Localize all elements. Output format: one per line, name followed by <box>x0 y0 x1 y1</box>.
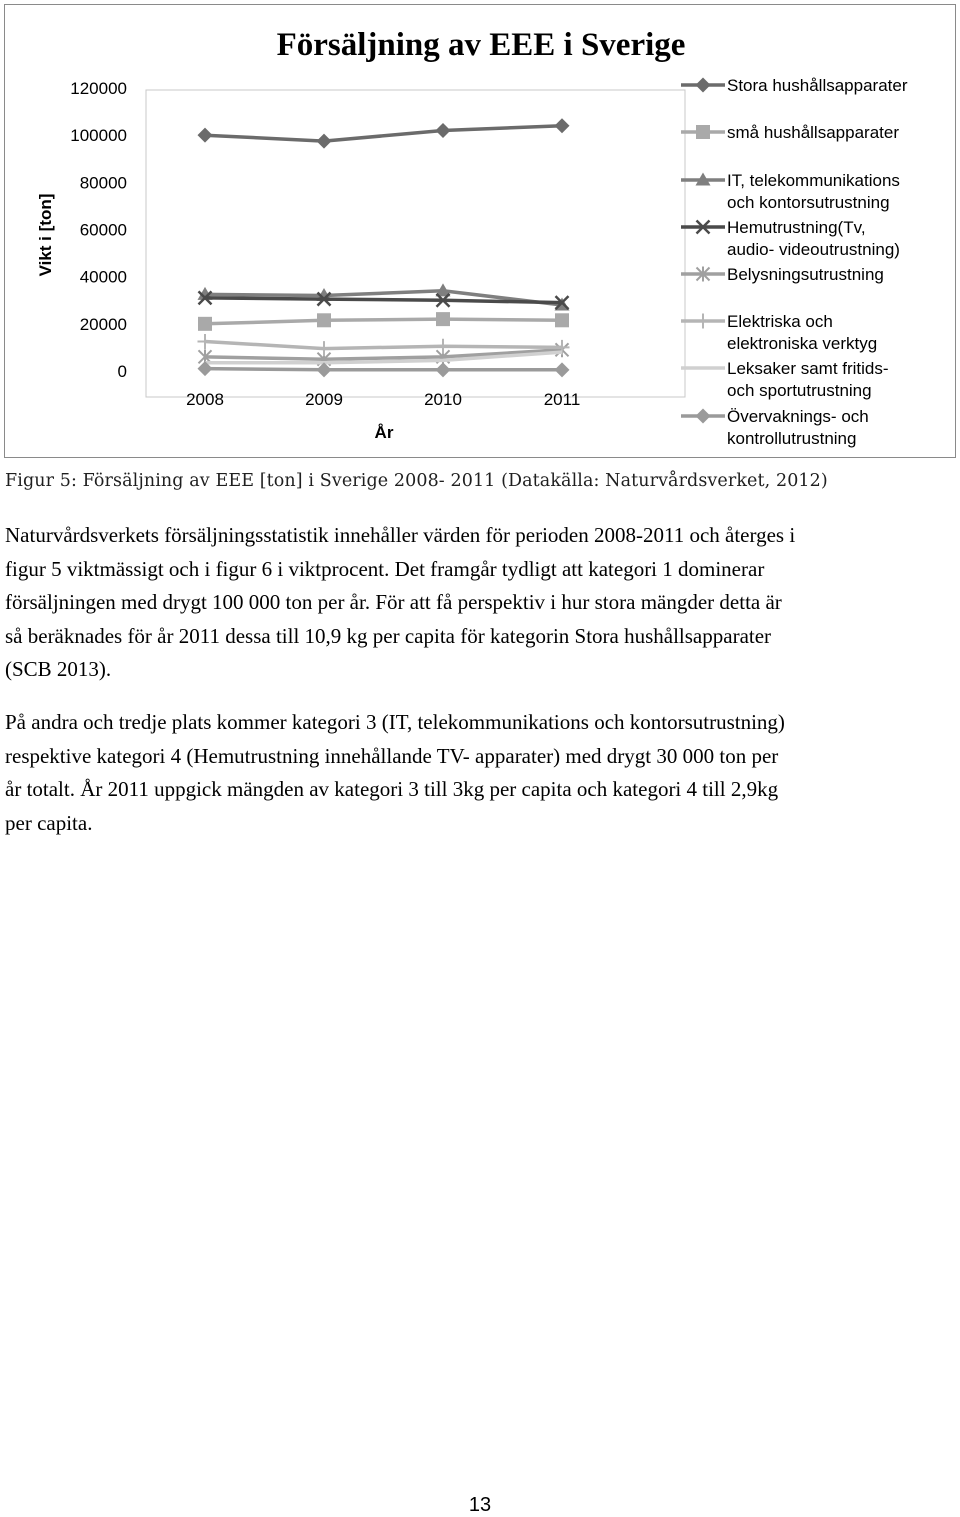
series-line-6 <box>205 342 562 349</box>
data-point-series-8 <box>555 362 570 377</box>
y-tick-label: 40000 <box>79 267 127 287</box>
paragraph-2-line: respektive kategori 4 (Hemutrustning innehållande TV- apparater) med drygt 30 000 ton per <box>5 743 779 768</box>
paragraph-1-line: figur 5 viktmässigt och i figur 6 i viktprocent. Det framgår tydligt att kategori 1 dominerar <box>5 556 765 581</box>
series-line-1 <box>205 126 562 141</box>
x-tick-label: 2010 <box>424 390 462 409</box>
data-point-series-2 <box>198 317 212 331</box>
legend-label: Stora hushållsapparater <box>727 76 908 95</box>
data-point-series-6 <box>198 334 213 349</box>
data-point-series-8 <box>436 362 451 377</box>
paragraph-2-line: år totalt. År 2011 uppgick mängden av kategori 3 till 3kg per capita och kategori 4 till 2,9kg <box>5 777 779 801</box>
paragraph-1-line: försäljningen med drygt 100 000 ton per år. För att få perspektiv i hur stora mängder detta är <box>5 590 782 614</box>
legend-label: elektroniska verktyg <box>727 334 878 353</box>
x-tick-label: 2011 <box>543 390 581 409</box>
data-point-series-1 <box>555 118 570 133</box>
y-tick-label: 120000 <box>70 79 127 98</box>
paragraph-1-line: (SCB 2013). <box>5 657 112 681</box>
legend-label: Övervaknings- och <box>727 407 869 426</box>
legend-label: IT, telekommunikations <box>727 171 900 190</box>
chart-container <box>4 4 956 458</box>
x-tick-label: 2008 <box>186 390 224 409</box>
y-tick-label: 0 <box>117 362 127 381</box>
data-point-series-2 <box>555 313 569 327</box>
y-tick-label: 60000 <box>79 220 127 240</box>
legend-label: och sportutrustning <box>727 381 872 400</box>
y-tick-label: 80000 <box>79 173 127 193</box>
legend-label: Elektriska och <box>727 312 833 331</box>
legend-label: audio- videoutrustning) <box>727 240 900 259</box>
legend-marker-6 <box>696 314 711 329</box>
page-number: 13 <box>468 1494 492 1516</box>
data-point-series-2 <box>436 312 450 326</box>
legend-label: Leksaker samt fritids- <box>727 359 889 378</box>
paragraph-2 <box>5 706 955 840</box>
data-point-series-1 <box>436 123 451 138</box>
paragraph-2-line: På andra och tredje plats kommer kategori 3 (IT, telekommunikations och kontorsutrustning) <box>5 710 785 734</box>
data-point-series-1 <box>198 128 213 143</box>
paragraph-1 <box>5 519 955 687</box>
y-axis-label: Vikt i [ton] <box>36 193 55 277</box>
legend-label: små hushållsapparater <box>727 123 899 142</box>
legend-label: Belysningsutrustning <box>727 265 884 284</box>
paragraph-1-line: Naturvårdsverkets försäljningsstatistik innehåller värden för perioden 2008-2011 och återges i <box>5 523 796 547</box>
legend-marker-1 <box>696 78 711 93</box>
legend-marker-8 <box>696 409 711 424</box>
figure-caption: Figur 5: Försäljning av EEE [ton] i Sverige 2008- 2011 (Datakälla: Naturvårdsverket, 2012) <box>5 471 828 491</box>
series-line-8 <box>205 369 562 370</box>
x-tick-label: 2009 <box>305 390 343 409</box>
chart-title: Försäljning av EEE i Sverige <box>276 27 686 63</box>
y-tick-label: 20000 <box>79 314 127 334</box>
paragraph-1-line: så beräknades för år 2011 dessa till 10,9 kg per capita för kategorin Stora hushållsapparater <box>5 623 772 648</box>
legend-label: och kontorsutrustning <box>727 193 890 212</box>
legend-label: Hemutrustning(Tv, <box>727 218 866 237</box>
y-tick-label: 100000 <box>70 126 127 146</box>
sales-line-chart <box>5 5 957 459</box>
paragraph-2-line: per capita. <box>5 810 93 835</box>
x-axis-label: År <box>374 423 394 442</box>
series-line-2 <box>205 319 562 324</box>
legend-label: kontrollutrustning <box>727 429 857 448</box>
legend-marker-2 <box>696 125 710 139</box>
data-point-series-1 <box>317 134 332 149</box>
data-point-series-2 <box>317 313 331 327</box>
